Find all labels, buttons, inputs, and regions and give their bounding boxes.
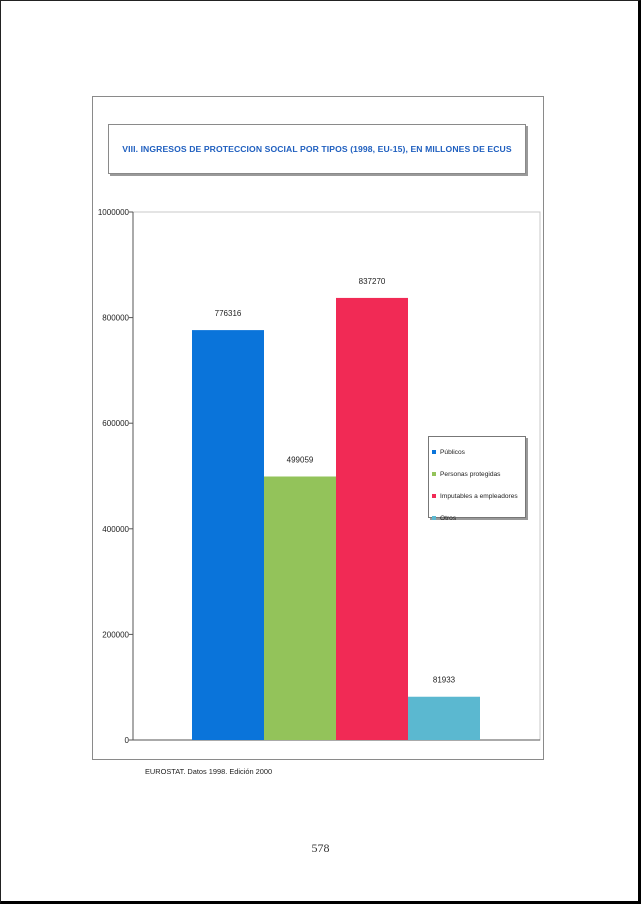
y-tick-label: 0 xyxy=(124,736,129,745)
y-tick-label: 600000 xyxy=(102,419,129,429)
legend-item xyxy=(432,441,525,463)
chart-title: VIII. INGRESOS DE PROTECCION SOCIAL POR TIPOS (1998, EU-15), EN MILLONES DE ECUS xyxy=(122,144,512,154)
bar-1 xyxy=(264,476,336,740)
y-tick-label: 800000 xyxy=(102,313,129,323)
legend-swatch-imputables-a-empleadores xyxy=(432,494,436,498)
page-number: 578 xyxy=(311,841,330,855)
data-label: 776316 xyxy=(214,309,242,319)
bar-2 xyxy=(336,298,408,740)
data-label: 499059 xyxy=(286,455,314,465)
chart-legend xyxy=(428,436,526,522)
legend-item xyxy=(432,463,525,485)
legend-item xyxy=(432,485,525,507)
legend-label: Públicos xyxy=(440,448,465,456)
legend-label: Imputables a empleadores xyxy=(440,492,518,500)
legend-label: Otros xyxy=(440,514,457,522)
y-tick-label: 400000 xyxy=(102,524,129,534)
bar-0 xyxy=(192,330,264,740)
bar-3 xyxy=(408,697,480,740)
y-tick-label: 200000 xyxy=(102,630,129,640)
source-note: EUROSTAT. Datos 1998. Edición 2000 xyxy=(145,767,273,776)
y-tick-label: 1000000 xyxy=(97,208,129,217)
legend-item xyxy=(432,507,525,529)
legend-swatch-personas-protegidas xyxy=(432,472,436,476)
legend-label: Personas protegidas xyxy=(440,470,501,478)
data-label: 837270 xyxy=(358,276,386,286)
legend-swatch-publicos xyxy=(432,450,436,454)
legend-swatch-otros xyxy=(432,516,436,520)
data-label: 81933 xyxy=(432,675,456,685)
